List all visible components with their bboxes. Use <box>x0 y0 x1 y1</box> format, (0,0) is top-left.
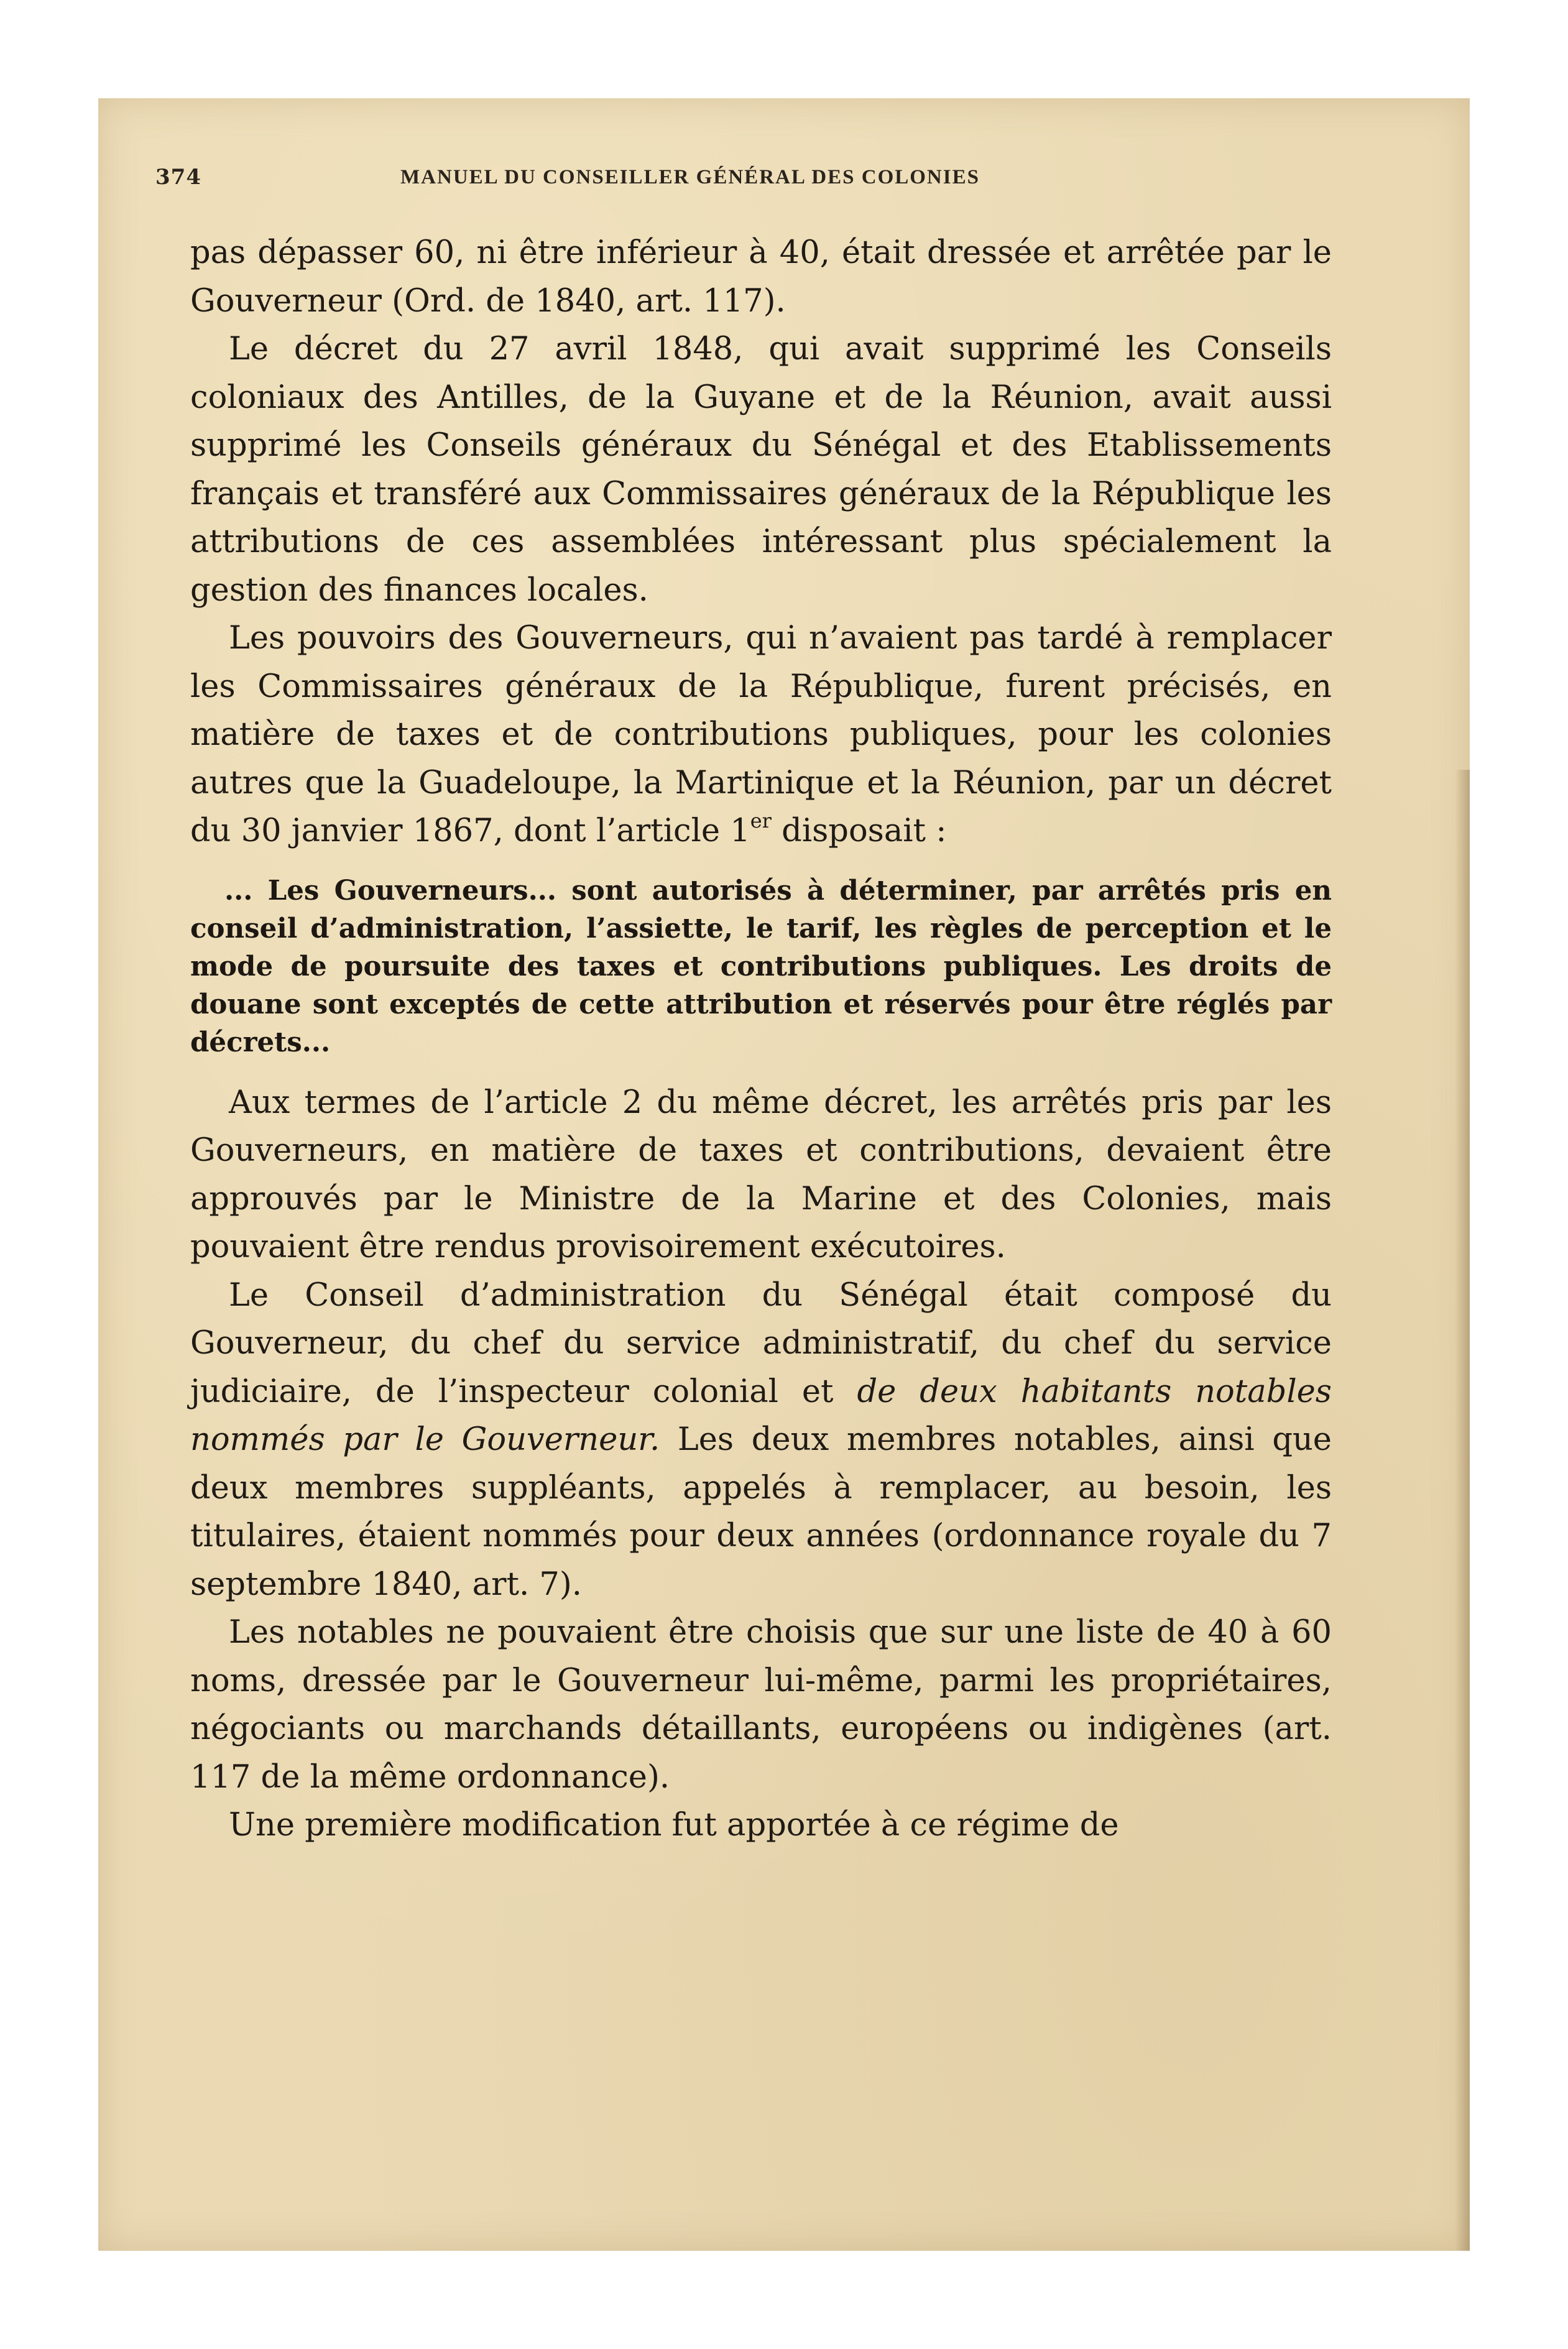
conseil-text-end: Les deux membres notables, ainsi que deux membres suppléants, appelés à remplacer, au besoin, les titulaires, étaient nommés pour deux années (ordonnance royale du 7 septembre 1840, art. 7). <box>190 1421 1332 1603</box>
paragraph-pouvoirs-gouverneurs <box>190 614 1332 856</box>
paragraph-modification: Une première modification fut apportée à ce régime de <box>229 1807 1119 1844</box>
page-edge-shadow <box>1455 770 1470 2251</box>
paragraph-decret-1848: Le décret du 27 avril 1848, qui avait supprimé les Conseils coloniaux des Antilles, de la Guyane et de la Réunion, avait aussi supprimé les Conseils généraux du Sénégal et des Etablissements français et transféré aux Commissaires généraux de la République les attributions de ces assemblées intéressant plus spécialement la gestion des finances locales. <box>190 331 1332 609</box>
conseil-text-start: Le Conseil d’administration du Sénégal était composé du Gouverneur, du chef du service administratif, du chef du service judiciaire, de l’inspecteur colonial et <box>190 1276 1332 1410</box>
body-text <box>190 229 1332 1850</box>
paragraph-article-2: Aux termes de l’article 2 du même décret, les arrêtés pris par les Gouverneurs, en matière de taxes et contributions, devaient être approuvés par le Ministre de la Marine et des Colonies, mais pouvaient être rendus provisoirement exécutoires. <box>190 1084 1332 1265</box>
conseil-text-italic: de deux habitants notables nommés par le Gouverneur. <box>190 1373 1332 1458</box>
running-header <box>155 165 1225 202</box>
page-number: 374 <box>155 165 201 190</box>
paragraph-pouvoirs-end: disposait : <box>782 813 947 849</box>
superscript-er: er <box>750 809 772 833</box>
paragraph-continuation: pas dépasser 60, ni être inférieur à 40, était dressée et arrêtée par le Gouverneur (Ord. de 1840, art. 117). <box>190 234 1332 320</box>
paragraph-conseil-administration <box>190 1271 1332 1609</box>
paragraph-notables: Les notables ne pouvaient être choisis que sur une liste de 40 à 60 noms, dressée par le Gouverneur lui-même, parmi les propriétaires, négociants ou marchands détaillants, européens ou indigènes (art. 117 de la même ordonnance). <box>190 1614 1332 1796</box>
running-title: MANUEL DU CONSEILLER GÉNÉRAL DES COLONIES <box>400 166 980 188</box>
quoted-decree-article: ... Les Gouverneurs... sont autorisés à déterminer, par arrêtés pris en conseil d’administration, l’assiette, le tarif, les règles de perception et le mode de poursuite des taxes et contributions publiques. Les droits de douane sont exceptés de cette attribution et réservés pour être réglés par décrets... <box>190 874 1332 1058</box>
paragraph-pouvoirs-text: Les pouvoirs des Gouverneurs, qui n’avaient pas tardé à remplacer les Commissaires généraux de la République, furent précisés, en matière de taxes et de contributions publiques, pour les colonies autres que la Guadeloupe, la Martinique et la Réunion, par un décret du 30 janvier 1867, dont l’article 1 <box>190 620 1332 849</box>
